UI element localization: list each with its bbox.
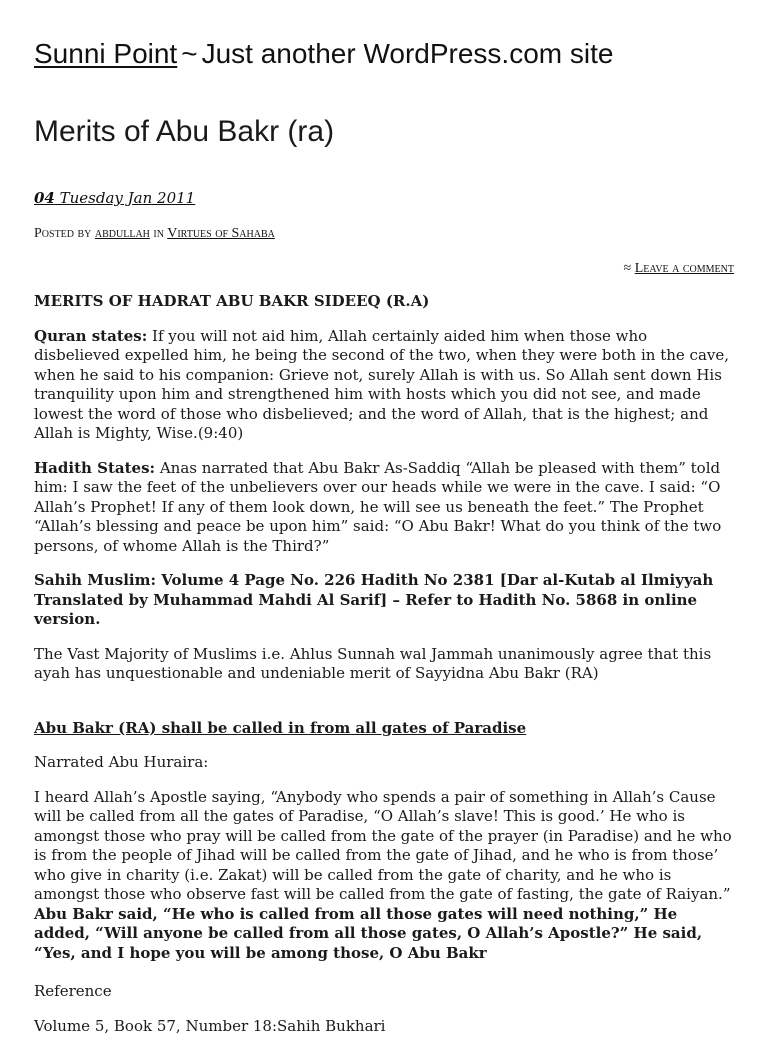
quran-label: Quran states: bbox=[34, 326, 148, 345]
majority-paragraph: The Vast Majority of Muslims i.e. Ahlus Sunnah wal Jammah unanimously agree that this ayah has unquestionable and undeniable merit of Sayyidna Abu Bakr (RA) bbox=[34, 644, 712, 682]
category-link[interactable]: Virtues of Sahaba bbox=[167, 226, 275, 241]
post-byline bbox=[34, 224, 275, 244]
spacer bbox=[34, 699, 734, 719]
quran-text: If you will not aid him, Allah certainly aided him when those who disbelieved expelled him, he being the second of the two, when they were both in the cave, when he said to his companion: Grieve not, surely Allah is with us. So Allah sent down His tranquility upon him and strengthened him with hosts which you did not see, and made lowest the word of those who disbelieved; and the word of Allah, that is the highest; and Allah is Mighty, Wise.(9:40) bbox=[34, 326, 730, 442]
site-title-link[interactable]: Sunni Point bbox=[34, 38, 178, 69]
gates-bold-text: Abu Bakr said, “He who is called from all those gates will need nothing,” He added, “Will anyone be called from all those gates, O Allah’s Apostle?” He said, “Yes, and I hope you will be among those, O Abu Bakr bbox=[34, 904, 703, 962]
gates-heading: Abu Bakr (RA) shall be called in from all gates of Paradise bbox=[34, 718, 527, 737]
post-content bbox=[34, 292, 734, 1051]
post-date-link[interactable] bbox=[34, 188, 195, 208]
site-header bbox=[34, 34, 613, 74]
leave-comment-link[interactable]: Leave a comment bbox=[634, 261, 734, 276]
site-separator: ~ bbox=[181, 38, 198, 69]
gates-text: I heard Allah’s Apostle saying, “Anybody who spends a pair of something in Allah’s Cause will be called from all the gates of Paradise, “O Allah’s slave! This is good.’ He who is amongst those who pray will be called from the gate of the prayer (in Paradise) and he who is from the people of Jihad will be called from the gate of Jihad, and he who is from those’ who give in charity (i.e. Zakat) will be called from the gate of charity, and he who is amongst those who observe fast will be called from the gate of fasting, the gate of Raiyan.” bbox=[34, 787, 732, 903]
quran-paragraph bbox=[34, 327, 734, 444]
narrated-line: Narrated Abu Huraira: bbox=[34, 753, 209, 771]
reference-text: Volume 5, Book 57, Number 18:Sahih Bukhari bbox=[34, 1016, 386, 1035]
post-date-text: Tuesday Jan 2011 bbox=[54, 189, 196, 207]
in-label: in bbox=[153, 226, 164, 241]
comments-area bbox=[624, 259, 734, 279]
hadith-paragraph bbox=[34, 459, 734, 557]
hadith-text: Anas narrated that Abu Bakr As-Saddiq “Allah be pleased with them” told him: I saw the feet of the unbelievers over our heads while we were in the cave. I said: “O Allah’s Prophet! If any of them look down, he will see us beneath the feet.” The Prophet “Allah’s blessing and peace be upon him” said: “O Abu Bakr! What do you think of the two persons, of whome Allah is the Third?” bbox=[34, 458, 722, 555]
hadith-label: Hadith States: bbox=[34, 458, 156, 477]
author-link[interactable]: abdullah bbox=[94, 226, 150, 241]
content-heading: MERITS OF HADRAT ABU BAKR SIDEEQ (R.A) bbox=[34, 292, 430, 310]
post-date-day: 04 bbox=[34, 189, 55, 207]
site-tagline: Just another WordPress.com site bbox=[201, 38, 614, 69]
sahih-muslim-reference: Sahih Muslim: Volume 4 Page No. 226 Hadith No 2381 [Dar al-Kutab al Ilmiyyah Translated by Muhammad Mahdi Al Sarif] – Refer to Hadith No. 5868 in online version. bbox=[34, 571, 714, 628]
gates-paragraph bbox=[34, 788, 734, 964]
reference-label: Reference bbox=[34, 982, 112, 1000]
post-title: Merits of Abu Bakr (ra) bbox=[34, 115, 335, 148]
posted-by-label: Posted by bbox=[34, 226, 92, 241]
comment-prefix: ≈ bbox=[623, 261, 632, 276]
